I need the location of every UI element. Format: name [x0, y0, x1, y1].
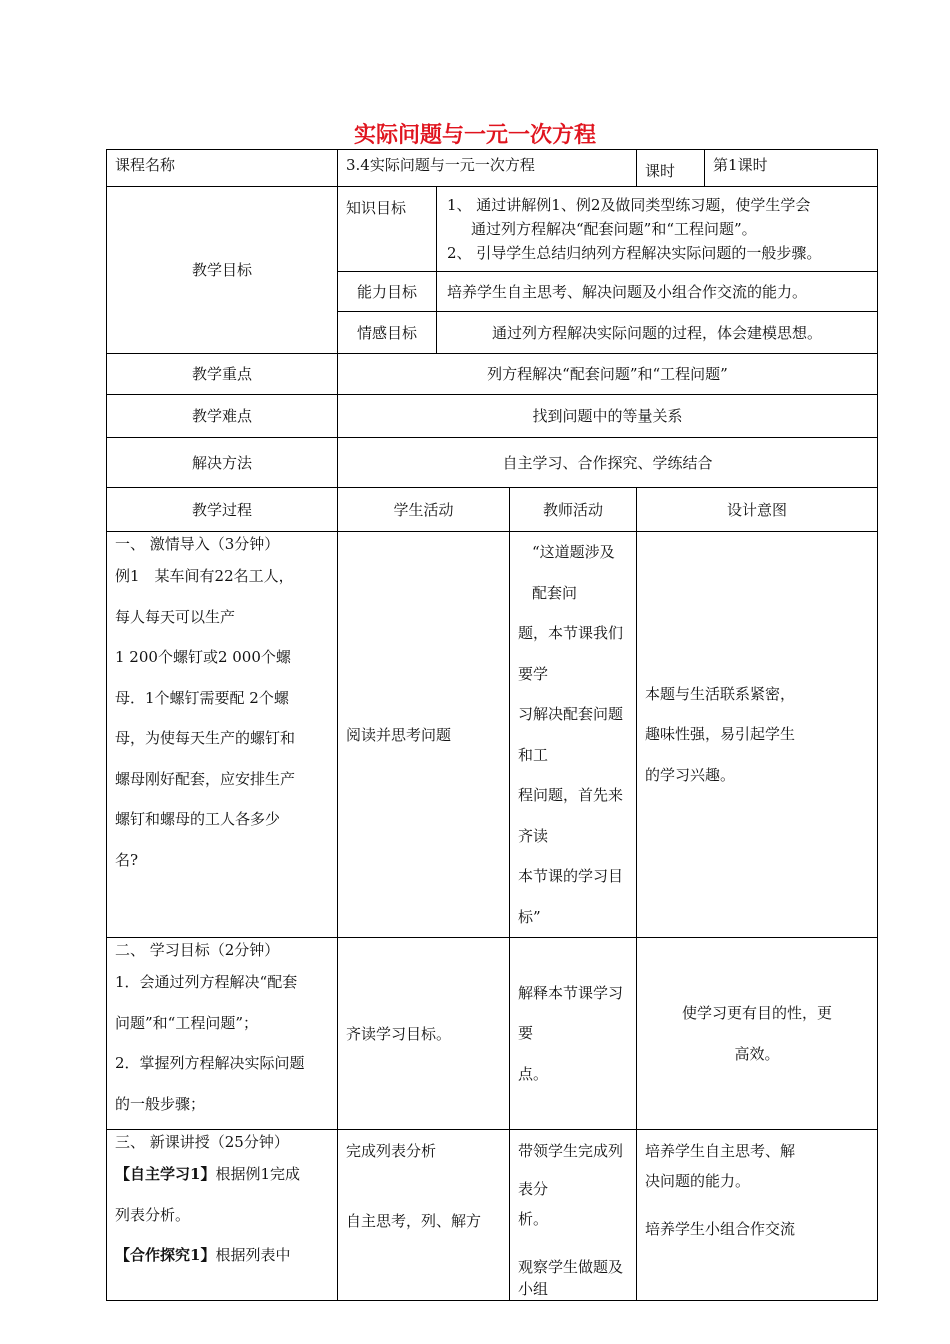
goals-line: 问题”和“工程问题”； [115, 1013, 259, 1032]
self-study-tag: 【自主学习1】 [115, 1165, 216, 1183]
intro-design-line: 的学习兴趣。 [645, 765, 736, 784]
course-name: 3.4实际问题与一元一次方程 [338, 150, 637, 187]
knowledge-line-1: 1、 通过讲解例1、例2及做同类型练习题，使学生学会 [447, 196, 811, 214]
lecture-text: 根据例1完成 [215, 1165, 300, 1183]
intro-process [107, 532, 338, 938]
lecture-teacher-line: 带领学生完成列表分 [518, 1142, 624, 1198]
cooperation-tag: 【合作探究1】 [115, 1246, 216, 1264]
intro-design [637, 532, 878, 938]
lecture-design-line: 决问题的能力。 [645, 1172, 751, 1190]
header-teacher: 教师活动 [510, 488, 637, 532]
intro-line: 每人每天可以生产 [115, 607, 236, 626]
lecture-design-line: 培养学生自主思考、解 [645, 1142, 796, 1160]
intro-teacher-line: 习解决配套问题和工 [518, 705, 624, 764]
goals-line: 2．掌握列方程解决实际问题 [115, 1054, 305, 1072]
intro-teacher-line: 题，本节课我们要学 [518, 624, 624, 683]
lecture-teacher-line: 析。 [518, 1210, 549, 1228]
intro-line: 例1 某车间有22名工人， [115, 567, 294, 585]
intro-teacher-line: 程问题，首先来齐读 [518, 786, 624, 845]
intro-line: 螺钉和螺母的工人各多少 [115, 810, 281, 828]
intro-line: 螺母刚好配套，应安排生产 [115, 769, 296, 788]
knowledge-line-2: 通过列方程解决“配套问题”和“工程问题”。 [471, 220, 757, 238]
difficulty-label: 教学难点 [107, 395, 338, 438]
period-value: 第1课时 [705, 150, 878, 187]
lecture-heading: 三、 新课讲授（25分钟） [115, 1133, 289, 1151]
header-design: 设计意图 [637, 488, 878, 532]
intro-design-line: 趣味性强，易引起学生 [645, 725, 796, 744]
intro-line: 母．1个螺钉需要配 2个螺 [115, 688, 289, 707]
goals-teacher-line: 点。 [518, 1064, 549, 1083]
focus-row [107, 354, 878, 395]
process-row-lecture [107, 1130, 878, 1301]
lecture-text: 根据列表中 [215, 1246, 291, 1264]
course-row [107, 150, 878, 187]
intro-line: 1 200个螺钉或2 000个螺 [115, 648, 291, 666]
goals-line: 1．会通过列方程解决“配套 [115, 973, 298, 991]
intro-line: 名? [115, 850, 139, 869]
period-label: 课时 [637, 150, 705, 187]
header-row [107, 488, 878, 532]
lecture-design-line: 培养学生小组合作交流 [645, 1220, 796, 1238]
difficulty-text: 找到问题中的等量关系 [338, 395, 878, 438]
emotion-text: 通过列方程解决实际问题的过程，体会建模思想。 [437, 312, 878, 354]
knowledge-goals [437, 187, 878, 272]
intro-heading: 一、 激情导入（3分钟） [115, 535, 280, 553]
method-row [107, 438, 878, 488]
header-student: 学生活动 [338, 488, 510, 532]
process-row-goals [107, 938, 878, 1130]
knowledge-line-3: 2、 引导学生总结归纳列方程解决实际问题的一般步骤。 [447, 244, 822, 262]
lecture-teacher-line: 观察学生做题及小组 [518, 1258, 624, 1298]
focus-label: 教学重点 [107, 354, 338, 395]
knowledge-label: 知识目标 [338, 187, 437, 272]
process-row-intro [107, 532, 878, 938]
goals-design-line: 高效。 [734, 1044, 780, 1063]
intro-student: 阅读并思考问题 [338, 532, 510, 938]
goals-design [637, 938, 878, 1130]
intro-teacher-line: 本节课的学习目标” [518, 867, 624, 926]
intro-design-line: 本题与生活联系紧密， [645, 684, 796, 703]
intro-teacher-line: “这道题涉及配套问 [532, 543, 615, 602]
emotion-label: 情感目标 [338, 312, 437, 354]
difficulty-row [107, 395, 878, 438]
intro-teacher [510, 532, 637, 938]
goals-student: 齐读学习目标。 [338, 938, 510, 1130]
lecture-student-line: 完成列表分析 [346, 1142, 437, 1160]
goals-design-line: 使学习更有目的性，更 [682, 1004, 833, 1022]
method-label: 解决方法 [107, 438, 338, 488]
goals-line: 的一般步骤； [115, 1094, 206, 1113]
goals-heading: 二、 学习目标（2分钟） [115, 941, 280, 959]
ability-text: 培养学生自主思考、解决问题及小组合作交流的能力。 [437, 272, 878, 312]
lecture-line: 列表分析。 [115, 1205, 191, 1224]
document-title: 实际问题与一元一次方程 [353, 123, 596, 148]
lecture-process [107, 1130, 338, 1301]
ability-label: 能力目标 [338, 272, 437, 312]
objectives-label: 教学目标 [107, 187, 338, 354]
goals-teacher-line: 解释本节课学习要 [518, 983, 624, 1043]
goals-teacher [510, 938, 637, 1130]
lecture-line [115, 1154, 329, 1195]
focus-text: 列方程解决“配套问题”和“工程问题” [338, 354, 878, 395]
course-label: 课程名称 [107, 150, 338, 187]
method-text: 自主学习、合作探究、学练结合 [338, 438, 878, 488]
intro-line: 母，为使每天生产的螺钉和 [115, 729, 296, 747]
lecture-student-line: 自主思考，列、解方 [346, 1212, 482, 1230]
lecture-teacher [510, 1130, 637, 1301]
knowledge-row [107, 187, 878, 272]
lecture-student [338, 1130, 510, 1301]
header-process: 教学过程 [107, 488, 338, 532]
lesson-plan-table [106, 149, 878, 1301]
lecture-line [115, 1235, 329, 1276]
goals-process [107, 938, 338, 1130]
lecture-design [637, 1130, 878, 1301]
